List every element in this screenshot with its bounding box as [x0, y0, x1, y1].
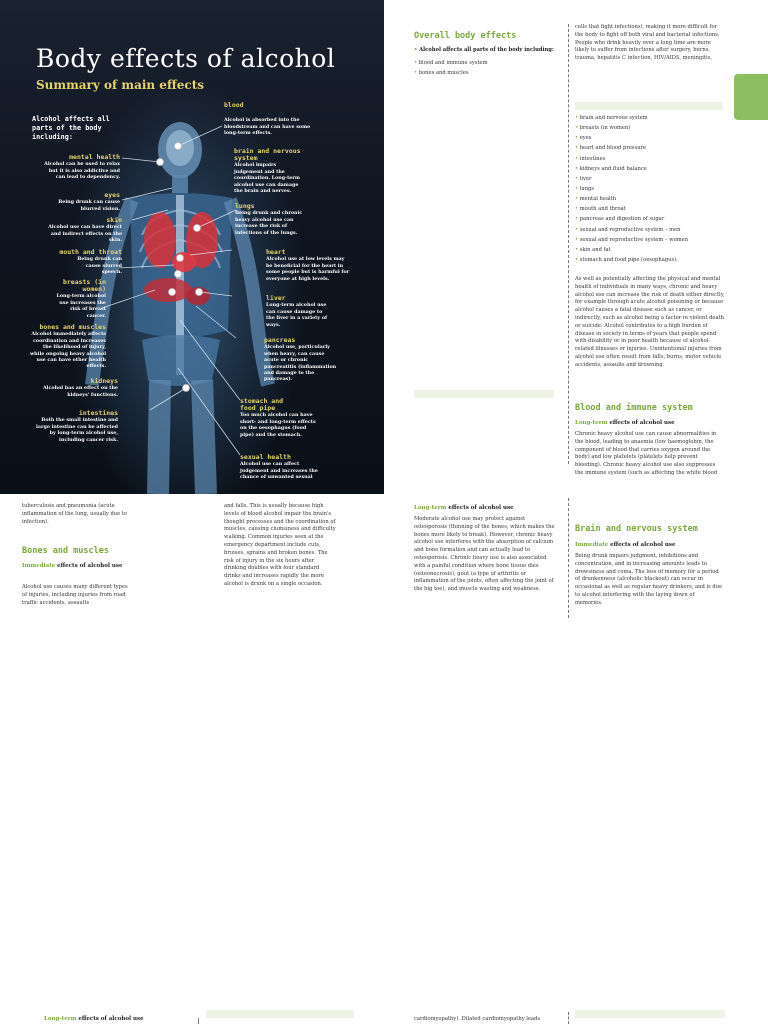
list-item: • sexual and reproductive system – women [575, 235, 725, 245]
bones-body: Alcohol use causes many different types of injuries, including injuries from road traffic accidents, assaults [22, 584, 128, 606]
bar-divider [575, 102, 723, 110]
label-intestines: intestines Both the small intestine and large intestine can be affected by long-term alcohol use, including cancer risk. [36, 409, 118, 443]
bottom-text: cardiomyopathy). Dilated cardiomyopathy leads [414, 1016, 541, 1022]
bar-divider [575, 1010, 725, 1018]
column-divider [198, 1018, 199, 1024]
label-bones: bones and muscles Alcohol immediately affects coordination and increases the likelihood of injury, while ongoing heavy alcohol use can have other health effects. [30, 323, 107, 370]
list-item: • intestines [575, 154, 725, 164]
label-mental-health: mental health Alcohol can be used to relax but it is also addictive and can lead to dependency. [44, 153, 120, 181]
col2-body: and falls. This is usually because high levels of blood alcohol impair the brain's thought processes and the coordination of muscles, causing clumsiness and difficulty walking. Common injuries seen at the emergency department include cuts, bruises, sprains and broken bones. The risk of injury in the six hours after drinking doubles with four standard drinks and increases rapidly the more alcohol is drunk on a single occasion. [224, 503, 336, 587]
poster-intro: Alcohol affects all parts of the body including: [32, 115, 110, 142]
label-mouth: mouth and throat Being drunk can cause slurred speech. [59, 248, 122, 276]
bones-subheading: Immediate effects of alcohol use [22, 563, 123, 569]
column-divider [568, 1012, 569, 1024]
list-item: • sexual and reproductive system – men [575, 225, 725, 235]
list-item: • mental health [575, 194, 725, 204]
overall-paragraph: As well as potentially affecting the physical and mental health of individuals in many ways, chronic and heavy alcohol use can increase the risk of death either directly, for example through acute alcohol poisoning or because alcohol causes a fatal disease such as cancer, or indirectly, such as alcohol being a factor in violent death or suicide. Alcohol contributes to a high burden of disease in society in terms of years that people spend with disability or in poor health because of alcohol-related illnesses or injuries. Unintentional injuries from alcohol use often result from falls, burns, motor vehicle accidents, assaults and drowning. [575, 276, 725, 368]
bones-lt-body: Moderate alcohol use may protect against osteoporosis (thinning of the bones, which makes the bones more likely to break). However, chronic heavy alcohol use interferes with the absorption of calcium and bone formation and can actually lead to osteoporosis. Chronic heavy use is also associated with a painful condition where bone tissue dies (osteonecrosis), gout (a type of arthritis or inflammation of the joints, often affecting the joint of the big toe), and muscle wasting and weakness. [414, 516, 555, 593]
body-parts-list [575, 113, 725, 265]
column-divider [568, 498, 569, 618]
list-item: • lungs [575, 184, 725, 194]
list-item: • bones and muscles [414, 68, 554, 78]
list-item: • skin and fat [575, 245, 725, 255]
overall-bullets [414, 58, 554, 78]
list-item: • mouth and throat [575, 204, 725, 214]
label-eyes: eyes Being drunk can cause blurred vision. [58, 191, 120, 212]
poster-subtitle: Summary of main effects [36, 78, 205, 92]
label-skin: skin Alcohol use can have direct and indirect effects on the skin. [48, 216, 122, 244]
page-tab [734, 74, 768, 120]
overall-heading: Overall body effects [414, 31, 517, 41]
label-lungs: lungs Being drunk and chronic heavy alcohol use can increase the risk of infections of the lungs. [235, 202, 303, 236]
list-item: • breasts (in women) [575, 123, 725, 133]
blood-body: Chronic heavy alcohol use can cause abnormalities in the blood, leading to anaemia (low haemoglobin, the component of blood that carries oxygen around the body) and low platelets (platelets help prevent bleeding). Chronic heavy alcohol use also suppresses the immune system (such as affecting the white blood [575, 431, 718, 476]
list-item: • brain and nervous system [575, 113, 725, 123]
label-stomach: stomach and food pipe Too much alcohol can have short- and long-term effects on the oesophagus (food pipe) and the stomach. [240, 397, 316, 438]
list-item: • stomach and food pipe (oesophagus). [575, 255, 725, 265]
bones-heading: Bones and muscles [22, 546, 109, 556]
bar-divider [206, 1010, 354, 1018]
list-item: • eyes [575, 133, 725, 143]
list-item: • blood and immune system [414, 58, 554, 68]
col4-top-text: cells that fight infections), making it more difficult for the body to fight off both viral and bacterial infections. People who drink heavily over a long time are more likely to suffer from infections after surgery, burns, trauma, hepatitis C infection, HIV/AIDS, meningitis, [575, 24, 720, 62]
brain-subheading: Immediate effects of alcohol use [575, 542, 676, 548]
label-breasts: breasts (in women) Long-term alcohol use increases the risk of breast cancer. [56, 278, 106, 319]
list-item: • liver [575, 174, 725, 184]
label-brain: brain and nervous system Alcohol impairs judgement and the coordination. Long-term alcohol use can damage the brain and nerves. [234, 147, 301, 195]
bones-lt-subheading: Long-term effects of alcohol use [414, 505, 514, 511]
label-pancreas: pancreas Alcohol use, particularly when heavy, can cause acute or chronic pancreatitis (inflammation and damage to the pancreas). [264, 336, 337, 383]
label-liver: liver Long-term alcohol use can cause damage to the liver in a variety of ways. [266, 294, 328, 328]
label-kidneys: kidneys Alcohol has an effect on the kidneys' functions. [42, 377, 118, 398]
bottom-subheading: Long-term effects of alcohol use [44, 1016, 144, 1022]
brain-heading: Brain and nervous system [575, 524, 698, 534]
poster-panel [0, 0, 384, 494]
poster-title: Body effects of alcohol [36, 44, 336, 73]
blood-subheading: Long-term effects of alcohol use [575, 420, 675, 426]
col1-top-text: tuberculosis and pneumonia (acute inflammation of the lung, usually due to infection). [22, 503, 128, 525]
overall-intro: • Alcohol affects all parts of the body including: [414, 47, 554, 53]
list-item: • pancreas and digestion of sugar [575, 214, 725, 224]
label-blood: blood Alcohol is absorbed into the bloodstream and can have some long-term effects. [224, 101, 311, 137]
column-divider [568, 24, 569, 464]
list-item: • heart and blood pressure [575, 143, 725, 153]
label-heart: heart Alcohol use at low levels may be beneficial for the heart in some people but is harmful for everyone at high levels. [266, 248, 350, 282]
brain-body: Being drunk impairs judgment, inhibitions and concentration, and in increasing amounts leads to drowsiness and coma. The loss of memory for a period of drunkenness (alcoholic blackout) can occur in occasional as well as regular heavy drinkers, and is due to alcohol interfering with the laying down of memories. [575, 553, 723, 606]
list-item: • kidneys and fluid balance [575, 164, 725, 174]
blood-heading: Blood and immune system [575, 403, 693, 413]
bar-divider [414, 390, 554, 398]
label-sexual: sexual health Alcohol use can affect judgement and increases the chance of unwanted sexual [240, 453, 318, 481]
